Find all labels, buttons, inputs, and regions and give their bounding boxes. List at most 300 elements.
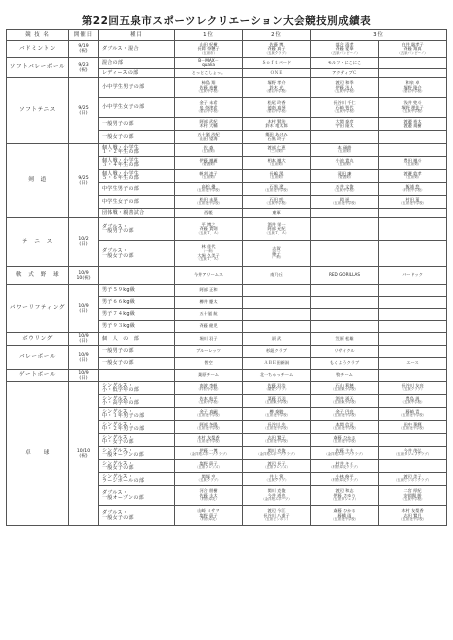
- event-name: [99, 183, 175, 196]
- sport-name: 軟 式 野 球: [7, 267, 69, 285]
- third-place-2: [379, 285, 447, 297]
- cell-line: 石田 咲: [269, 196, 284, 202]
- cell-line: 一般男子の部: [102, 228, 134, 234]
- table-row: [7, 370, 447, 382]
- cell-line: 佐 森: [203, 144, 214, 150]
- cell-line: 今井アリームス: [193, 272, 224, 278]
- table-row: [7, 382, 447, 395]
- cell-line: （五泉中学校）: [400, 497, 425, 501]
- third-place-2: [379, 218, 447, 241]
- event-date: [69, 41, 99, 58]
- cell-line: もくようクラブ: [329, 360, 360, 366]
- cell-line: 松尾 玲香: [267, 100, 286, 106]
- first-place: [175, 309, 243, 321]
- second-place: [243, 78, 311, 98]
- event-name: [99, 170, 175, 183]
- second-place: [243, 506, 311, 526]
- third-place-2: [379, 78, 447, 98]
- event-date: [69, 58, 99, 78]
- cell-line: （村松卓友）: [198, 497, 219, 501]
- second-place: [243, 118, 311, 131]
- first-place: [175, 382, 243, 395]
- cell-line: 長岡 奈穂子: [197, 46, 220, 52]
- cell-line: ５・６年生の部: [102, 175, 140, 181]
- cell-line: （五泉北中学校）: [398, 413, 427, 418]
- cell-line: （五泉北中学校）: [194, 413, 223, 418]
- third-place-2: [379, 209, 447, 218]
- third-place-2: [379, 486, 447, 506]
- cell-line: 志田 鷲子: [267, 434, 286, 440]
- sport-name: バドミントン: [7, 41, 69, 58]
- third-place: [311, 358, 379, 370]
- cell-line: 石崎 智代: [335, 104, 354, 110]
- cell-line: 村田 菫: [405, 196, 420, 202]
- first-place: [175, 434, 243, 447]
- event-name: [99, 157, 175, 170]
- cell-line: （五泉剣）: [336, 162, 353, 167]
- third-place-2: [379, 41, 447, 58]
- event-name: [99, 370, 175, 382]
- cell-line: （愛宕中学校）: [400, 89, 425, 93]
- cell-line: 飯浦 悠: [405, 183, 420, 189]
- third-place-2: [379, 309, 447, 321]
- third-place-2: [379, 144, 447, 157]
- table-row: [7, 333, 447, 346]
- cell-line: 金子 円亮: [335, 408, 354, 414]
- third-place: [311, 118, 379, 131]
- third-place-2: [379, 157, 447, 170]
- second-place: [243, 370, 311, 382]
- third-place-2: [379, 131, 447, 144]
- first-place: [175, 196, 243, 209]
- cell-line: 牧チーム: [336, 372, 353, 378]
- third-place: [311, 460, 379, 473]
- first-place: [175, 297, 243, 309]
- third-place-2: [379, 421, 447, 434]
- cell-line: 五十嵐 航: [199, 311, 218, 317]
- event-name: [99, 196, 175, 209]
- second-place: [243, 170, 311, 183]
- third-place: [311, 395, 379, 408]
- third-place-2: [379, 118, 447, 131]
- cell-line: （五泉北中学校）: [262, 439, 291, 444]
- cell-line: 一般女子の部: [102, 360, 134, 367]
- third-place-2: [379, 333, 447, 346]
- cell-line: 男子６６kg級: [102, 299, 136, 306]
- second-place: [243, 131, 311, 144]
- cell-line: 杉紐クラブ: [266, 348, 287, 354]
- cell-line: 石黒 玲子: [267, 136, 286, 141]
- cell-line: （金洋苑スポーツクラブ）: [256, 452, 297, 457]
- cell-line: （五泉東小学校）: [330, 387, 359, 392]
- second-place: [243, 358, 311, 370]
- cell-line: 伊藤 洸人: [335, 84, 354, 90]
- second-place: [243, 209, 311, 218]
- cell-line: qualia: [202, 62, 215, 67]
- cell-line: 一般オープンの部: [102, 494, 144, 501]
- third-place: [311, 157, 379, 170]
- cell-line: 小中学生女子の部: [102, 104, 145, 111]
- third-place-2: [379, 170, 447, 183]
- cell-line: （五泉中学校）: [332, 89, 357, 93]
- third-place-2: [379, 241, 447, 267]
- cell-line: 渡辺 今江: [267, 508, 286, 514]
- cell-line: 一般オープンの部: [102, 452, 144, 458]
- third-place: [311, 209, 379, 218]
- cell-line: 中・２年男子の部: [102, 426, 145, 432]
- event-date: [69, 346, 99, 370]
- second-place: [243, 58, 311, 69]
- cell-line: 個人戦・小学生: [102, 170, 140, 177]
- second-place: [243, 408, 311, 421]
- cell-line: （村松卓友クラブ）: [329, 478, 360, 483]
- cell-line: 伊藤 颯麗: [199, 157, 218, 163]
- event-date: [69, 285, 99, 333]
- cell-line: 塩野 蔚子: [199, 460, 218, 466]
- cell-line: 帆刈 凌子: [199, 170, 218, 176]
- first-place: [175, 408, 243, 421]
- second-place: [243, 183, 311, 196]
- cell-line: （五泉北中学校）: [398, 517, 427, 521]
- third-place: [311, 434, 379, 447]
- cell-line: 一般男子の部: [102, 120, 134, 127]
- event-name: [99, 41, 175, 58]
- third-place: [311, 370, 379, 382]
- second-place: [243, 447, 311, 460]
- event-name: [99, 434, 175, 447]
- cell-line: 斎藤 ひかる: [333, 508, 356, 514]
- event-name: [99, 421, 175, 434]
- cell-line: 関塚 亨: [201, 473, 216, 479]
- cell-line: 中学生男子の部: [102, 185, 140, 192]
- cell-line: 阿部 武紀: [199, 118, 218, 124]
- event-date: [69, 78, 99, 144]
- cell-line: （五泉剣）: [336, 149, 353, 154]
- cell-line: （愛宕中学校）: [196, 109, 221, 113]
- cell-line: シングルス・: [102, 408, 134, 415]
- cell-line: 金子 真嗣: [199, 408, 218, 414]
- third-place-2: [379, 183, 447, 196]
- third-place: [311, 98, 379, 118]
- header-second: 2位: [243, 30, 311, 41]
- sport-name: ソフトバレーボール: [7, 58, 69, 78]
- cell-line: （五泉バンビーノ）: [397, 50, 428, 55]
- cell-line: 一般女子の部: [102, 133, 134, 140]
- cell-line: （五泉中学校）: [332, 188, 357, 193]
- cell-line: シングルス・: [102, 421, 134, 428]
- cell-line: 10/10: [76, 448, 91, 454]
- sport-name: ゲートボール: [7, 370, 69, 382]
- cell-line: (日): [79, 308, 88, 314]
- cell-line: 男子９３kg級: [102, 323, 136, 330]
- event-name: [99, 447, 175, 460]
- third-place-2: [379, 297, 447, 309]
- cell-line: （五泉Ｔ．Ａ）: [264, 230, 289, 235]
- first-place: [175, 118, 243, 131]
- cell-line: 石黒 遼: [269, 183, 284, 189]
- cell-line: (祝): [79, 453, 88, 459]
- cell-line: エース: [406, 360, 419, 366]
- cell-line: 個人戦・小学生: [102, 157, 140, 164]
- cell-line: Ｓｏｆｔバード: [261, 59, 292, 65]
- third-place-2: [379, 346, 447, 358]
- cell-line: 鈴木 竜太郎: [265, 123, 288, 128]
- first-place: [175, 346, 243, 358]
- second-place: [243, 196, 311, 209]
- third-place-2: [379, 408, 447, 421]
- second-place: [243, 285, 311, 297]
- sport-name: ボウリング: [7, 333, 69, 346]
- cell-line: 本間 信司: [335, 421, 354, 427]
- third-place-2: [379, 98, 447, 118]
- first-place: [175, 58, 243, 69]
- cell-line: （五泉北中学校）: [330, 517, 359, 521]
- cell-line: 渡部 仁恵: [267, 144, 286, 150]
- cell-line: RED GORILLAS: [328, 272, 361, 278]
- third-place: [311, 408, 379, 421]
- cell-line: 須 武: [271, 335, 282, 341]
- cell-line: 斉藤 貴則: [199, 226, 218, 232]
- cell-line: シングルス・: [102, 395, 134, 402]
- cell-line: 9/23: [78, 62, 89, 68]
- first-place: [175, 333, 243, 346]
- third-place: [311, 58, 379, 69]
- cell-line: ダブルス・: [102, 248, 129, 255]
- cell-line: （五泉クラブ）: [196, 478, 221, 483]
- event-name: [99, 78, 175, 98]
- cell-line: ＡＢＥ田新潟: [263, 360, 290, 366]
- cell-line: 斉藤 健児: [199, 323, 218, 329]
- cell-line: 塩野 蔚子: [199, 512, 218, 518]
- cell-line: レディースの部: [102, 69, 139, 76]
- sport-name: パワーリフティング: [7, 285, 69, 333]
- first-place: [175, 170, 243, 183]
- sport-name: ソフトテニス: [7, 78, 69, 144]
- header-date: 開催日: [69, 30, 99, 41]
- cell-line: （五泉中学校）: [332, 109, 357, 113]
- page-title: 第22回五泉市スポーツレクリエーション大会競技別成績表: [81, 15, 372, 27]
- cell-line: （五泉北中学校）: [262, 413, 291, 418]
- cell-line: 阿部 允紀: [267, 226, 286, 232]
- cell-line: 山崎 ミサヲ: [197, 508, 220, 514]
- cell-line: 10/9: [78, 370, 89, 376]
- cell-line: 東軍: [272, 209, 281, 215]
- cell-line: ブルーレッツ: [196, 348, 221, 354]
- cell-line: （五泉クラブ）: [400, 387, 425, 392]
- cell-line: 南乃丘: [270, 272, 283, 278]
- cell-line: 斉藤 愛華: [335, 46, 354, 52]
- cell-line: （村松卓友クラブ）: [329, 465, 360, 470]
- event-name: [99, 382, 175, 395]
- cell-line: 志賀: [272, 246, 281, 252]
- third-place: [311, 170, 379, 183]
- cell-line: 9/19: [78, 44, 89, 49]
- event-name: [99, 118, 175, 131]
- results-body: [7, 41, 447, 526]
- cell-line: 斉藤 真子: [267, 46, 286, 52]
- cell-line: （五泉バンビーノ）: [329, 50, 360, 55]
- cell-line: 小・高学年の部: [102, 400, 140, 406]
- third-place: [311, 447, 379, 460]
- cell-line: (日): [79, 375, 88, 381]
- cell-line: （五泉剣）: [200, 149, 217, 154]
- third-place: [311, 41, 379, 58]
- cell-line: B－MAX－: [198, 57, 219, 63]
- cell-line: 普空: [204, 360, 213, 366]
- event-name: [99, 285, 175, 297]
- cell-line: 藤子: [272, 250, 281, 256]
- cell-line: （五泉北中学校）: [194, 188, 223, 193]
- cell-line: 石山 莉穂: [335, 382, 354, 388]
- cell-line: ダブルス・: [102, 510, 129, 517]
- third-place: [311, 241, 379, 267]
- cell-line: 佐本 航平: [199, 395, 218, 401]
- second-place: [243, 346, 311, 358]
- cell-line: 長谷川 千仁: [333, 100, 356, 106]
- first-place: [175, 267, 243, 285]
- cell-line: 一般女子の部: [102, 252, 134, 259]
- event-name: [99, 358, 175, 370]
- cell-line: 10/9: [78, 334, 89, 339]
- third-place-2: [379, 506, 447, 526]
- cell-line: 金子 未希: [199, 100, 218, 106]
- third-place: [311, 183, 379, 196]
- cell-line: （五泉北中学校）: [330, 413, 359, 418]
- first-place: [175, 183, 243, 196]
- third-place-2: [379, 267, 447, 285]
- sport-name: バレーボール: [7, 346, 69, 370]
- table-row: [7, 58, 447, 69]
- cell-line: 木村 友梨香: [401, 508, 424, 514]
- second-place: [243, 69, 311, 78]
- third-place-2: [379, 358, 447, 370]
- first-place: [175, 157, 243, 170]
- cell-line: 10/9: [78, 352, 89, 358]
- cell-line: １・２年生の部: [102, 149, 140, 155]
- cell-line: 10/9: [78, 270, 89, 276]
- cell-line: （五泉中学校）: [264, 201, 289, 206]
- cell-line: （五泉Ｔ．Ａ）: [196, 230, 221, 235]
- cell-line: 樽 泰駿: [269, 408, 284, 414]
- event-name: [99, 473, 175, 486]
- cell-line: （三川剣）: [268, 149, 285, 154]
- cell-line: 柿島 翔: [201, 80, 216, 86]
- first-place: [175, 131, 243, 144]
- cell-line: 佐藤 主夫: [335, 447, 354, 453]
- cell-line: （愛護剣）: [200, 162, 217, 167]
- cell-line: 村井 キミ: [335, 460, 354, 466]
- cell-line: （五泉北中学校）: [194, 426, 223, 431]
- table-row: [7, 267, 447, 285]
- table-row: [7, 346, 447, 358]
- cell-line: （五泉クラブ）: [264, 50, 289, 55]
- cell-line: 浅井 兜斗: [403, 100, 422, 106]
- cell-line: 樽井 慶太: [199, 299, 218, 305]
- header-event: 種目: [99, 30, 175, 41]
- cell-line: (日): [79, 110, 88, 116]
- cell-line: 佐藤 博: [269, 41, 284, 47]
- event-name: [99, 98, 175, 118]
- cell-line: 9/25: [78, 175, 89, 181]
- sport-name: 剣 道: [7, 144, 69, 218]
- third-place: [311, 285, 379, 297]
- cell-line: （五泉市）: [200, 50, 217, 55]
- third-place: [311, 346, 379, 358]
- third-place: [311, 321, 379, 333]
- cell-line: 白井 聡孝子: [401, 41, 424, 47]
- cell-line: （五泉ピンポンクラブ）: [393, 478, 432, 483]
- cell-line: （五泉タジェフクラブ）: [393, 452, 432, 457]
- event-name: [99, 486, 175, 506]
- event-date: [69, 267, 99, 285]
- table-row: [7, 218, 447, 241]
- cell-line: （五泉中学校）: [400, 400, 425, 405]
- first-place: [175, 78, 243, 98]
- third-place: [311, 144, 379, 157]
- cell-line: （五泉フレンズ）: [195, 465, 222, 470]
- cell-line: （愛宕中学校）: [264, 109, 289, 113]
- second-place: [243, 333, 311, 346]
- cell-line: シングルス・: [102, 434, 134, 441]
- cell-line: （五泉北中学校）: [262, 426, 291, 431]
- cell-line: 大関 泰彦: [335, 118, 354, 124]
- cell-line: 関川 克俊: [267, 447, 286, 453]
- cell-line: 中・女子の部: [102, 439, 134, 445]
- cell-line: 中学生女子の部: [102, 198, 140, 205]
- cell-line: 伊藤 一博: [199, 447, 218, 453]
- third-place: [311, 473, 379, 486]
- cell-line: （五泉剣）: [268, 162, 285, 167]
- cell-line: （五泉剣）: [404, 175, 421, 180]
- third-place: [311, 69, 379, 78]
- cell-line: 10(祝): [76, 275, 91, 281]
- cell-line: ラージボールの部: [102, 478, 145, 484]
- second-place: [243, 241, 311, 267]
- event-name: [99, 267, 175, 285]
- cell-line: （五泉クラブ）: [264, 478, 289, 483]
- cell-line: アクティブＣ: [332, 69, 357, 75]
- event-name: [99, 297, 175, 309]
- cell-line: 小・低学年の部: [102, 387, 140, 393]
- third-place-2: [379, 196, 447, 209]
- cell-line: （五泉北中学校）: [262, 188, 291, 193]
- cell-line: 藤崎 青: [405, 408, 420, 414]
- cell-line: 山田 望海: [199, 136, 218, 141]
- cell-line: （五泉タジェフ）: [330, 497, 359, 501]
- cell-line: モルフ・にこにこ: [327, 59, 362, 65]
- third-place-2: [379, 460, 447, 473]
- first-place: [175, 460, 243, 473]
- cell-line: （村松中学校）: [400, 188, 425, 193]
- event-name: [99, 346, 175, 358]
- event-date: [69, 218, 99, 267]
- event-name: [99, 506, 175, 526]
- cell-line: 10/2: [78, 237, 89, 242]
- second-place: [243, 297, 311, 309]
- cell-line: (日): [79, 242, 88, 247]
- cell-line: 伊藤 さゆり: [333, 492, 356, 498]
- first-place: [175, 395, 243, 408]
- cell-line: 渡邉 規樹: [403, 123, 422, 128]
- event-name: [99, 131, 175, 144]
- cell-line: （一般）: [269, 255, 284, 259]
- cell-line: （愛護剣）: [336, 175, 353, 180]
- cell-line: （五泉剣）: [200, 175, 217, 180]
- cell-line: シングルス・: [102, 447, 134, 454]
- cell-line: 塚野 孝介: [267, 80, 286, 86]
- first-place: [175, 218, 243, 241]
- cell-line: 男子５９kg級: [102, 287, 136, 294]
